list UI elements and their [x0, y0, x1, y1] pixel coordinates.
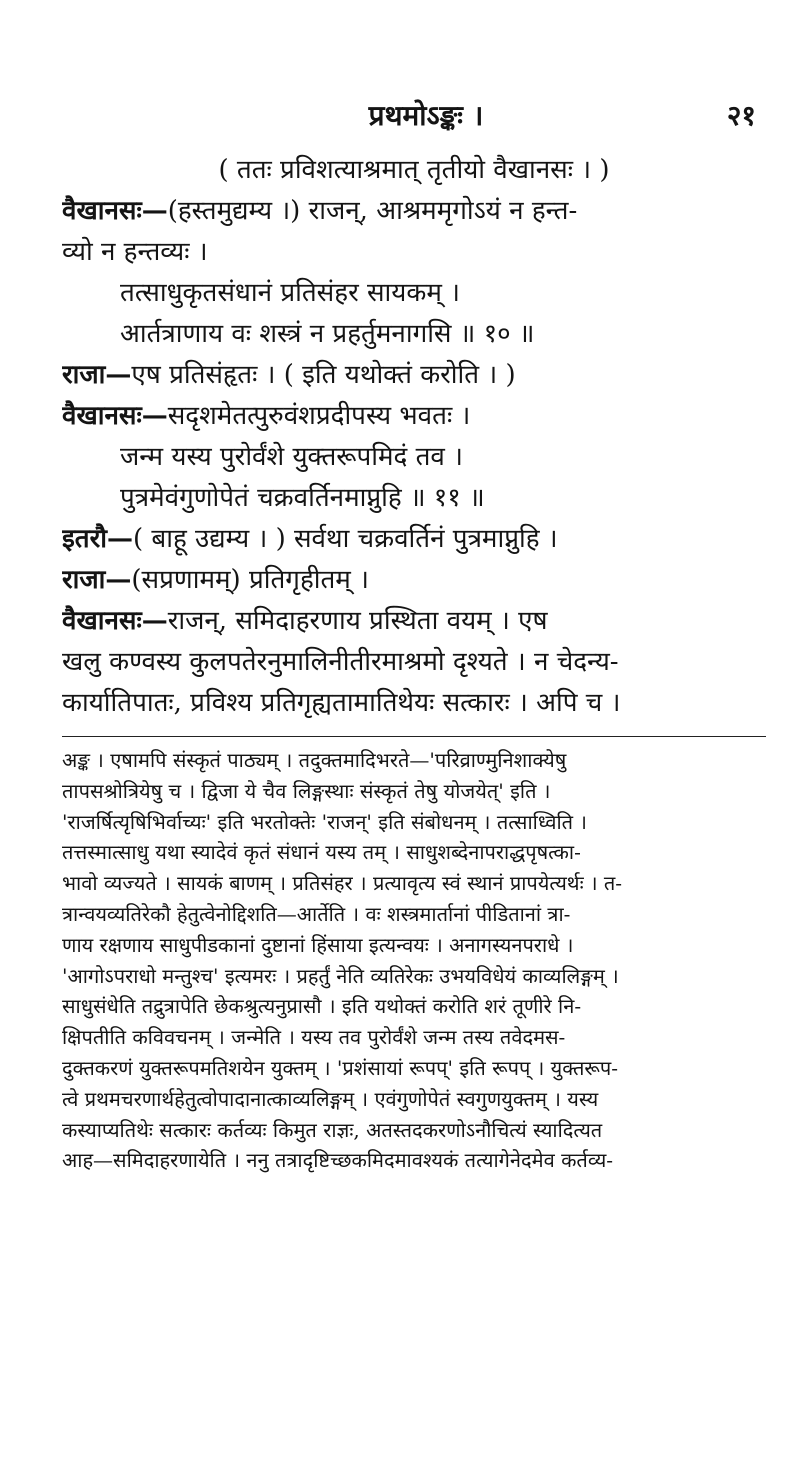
commentary-line: 'आगोऽपराधो मन्तुश्च' इत्यमरः । प्रहर्तुं नेति व्यतिरेकः उभयविधेयं काव्यलिङ्गम् । [62, 963, 619, 988]
line-text: आर्तत्राणाय वः शस्त्रं न प्रहर्तुमनागसि ॥ १० ॥ [120, 319, 535, 349]
commentary-line: साधुसंधेति तद्रुत्रापेति छेकश्रुत्यनुप्रासौ । इति यथोक्तं करोति शरं तूणीरे नि- [62, 994, 582, 1019]
commentary-line: अङ्क । एषामपि संस्कृतं पाठ्यम् । तदुक्तमादिभरते—'परिव्राण्मुनिशाक्येषु [62, 748, 567, 772]
speaker-name: राजा— [62, 360, 132, 390]
line-text: पुत्रमेवंगुणोपेतं चक्रवर्तिनमाप्नुहि ॥ ११ ॥ [120, 483, 485, 513]
text-line [62, 314, 766, 355]
page-body [62, 150, 766, 1176]
commentary-line: भावो व्यज्यते । सायकं बाणम् । प्रतिसंहर । प्रत्यावृत्य स्वं स्थानं प्रापयेत्यर्थः । त- [62, 871, 623, 896]
speaker-name: इतरौ— [62, 524, 133, 554]
line-text: जन्म यस्य पुरोर्वंशे युक्तरूपमिदं तव । [120, 442, 464, 472]
line-text: तत्साधुकृतसंधानं प्रतिसंहर सायकम् । [120, 278, 460, 308]
line-text: (हस्तमुद्यम्य ।) राजन्, आश्रममृगोऽयं न हन्त- [167, 196, 578, 226]
text-line [62, 601, 766, 642]
line-text: एष प्रतिसंहृतः । ( इति यथोक्तं करोति । ) [131, 360, 516, 390]
commentary-line: तापसश्रोत्रियेषु च । द्विजा ये चैव लिङ्गस्थाः संस्कृतं तेषु योजयेत्' इति । [62, 778, 551, 803]
line-text: ( ततः प्रविशत्याश्रमात् तृतीयो वैखानसः । ) [218, 155, 610, 185]
line-text: सदृशमेतत्पुरुवंशप्रदीपस्य भवतः । [167, 401, 471, 431]
line-text: कार्यातिपातः, प्रविश्य प्रतिगृह्यतामातिथेयः सत्कारः । अपि च । [62, 688, 621, 718]
commentary-line: णाय रक्षणाय साधुपीडकानां दुष्टानां हिंसाया इत्यन्वयः । अनागस्यनपराधे । [62, 932, 574, 957]
commentary-line: क्षिपतीति कविवचनम् । जन्मेति । यस्य तव पुरोर्वंशे जन्म तस्य तवेदमस- [62, 1025, 566, 1050]
line-text: ( बाहू उद्यम्य । ) सर्वथा चक्रवर्तिनं पुत्रमाप्नुहि । [132, 524, 558, 554]
text-line [62, 437, 766, 478]
page-header [96, 96, 756, 136]
commentary-divider [62, 736, 766, 737]
text-line [62, 355, 766, 396]
line-text: खलु कण्वस्य कुलपतेरनुमालिनीतीरमाश्रमो दृश्यते । न चेदन्य- [62, 647, 619, 677]
speaker-name: वैखानसः— [62, 196, 168, 226]
commentary-line: दुक्तकरणं युक्तरूपमतिशयेन युक्तम् । 'प्रशंसायां रूपप्' इति रूपप् । युक्तरूप- [62, 1055, 619, 1080]
commentary-line: त्वे प्रथमचरणार्थहेतुत्वोपादानात्काव्यलिङ्गम् । एवंगुणोपेतं स्वगुणयुक्तम् । यस्य [62, 1086, 599, 1111]
line-text: व्यो न हन्तव्यः । [62, 237, 208, 267]
text-line [62, 273, 766, 314]
commentary-line: त्रान्वयव्यतिरेकौ हेतुत्वेनोद्दिशति—आर्तेति । वः शस्त्रमार्तानां पीडितानां त्रा- [62, 901, 571, 926]
running-head: प्रथमोऽङ्कः । [368, 99, 484, 132]
text-line [62, 232, 766, 273]
speaker-name: वैखानसः— [62, 606, 168, 636]
text-line [62, 642, 766, 683]
text-line [62, 396, 766, 437]
text-line [62, 683, 766, 724]
drama-text [62, 150, 766, 724]
speaker-name: वैखानसः— [62, 401, 168, 431]
commentary-text [62, 745, 766, 1176]
commentary-line: 'राजर्षित्यृषिभिर्वाच्यः' इति भरतोक्तेः 'राजन्' इति संबोधनम् । तत्साध्विति । [62, 809, 587, 834]
text-line [62, 560, 766, 601]
commentary-line: तत्तस्मात्साधु यथा स्यादेवं कृतं संधानं यस्य तम् । साधुशब्देनापराद्धपृषत्का- [62, 840, 581, 865]
text-line [62, 519, 766, 560]
text-line [62, 150, 766, 191]
text-line [62, 478, 766, 519]
commentary-line: आह—समिदाहरणायेति । ननु तत्रादृष्टिच्छकमिदमावश्यकं तत्यागेनेदमेव कर्तव्य- [62, 1148, 614, 1173]
line-text: (सप्रणामम्) प्रतिगृहीतम् । [131, 565, 369, 595]
line-text: राजन्, समिदाहरणाय प्रस्थिता वयम् । एष [167, 606, 548, 636]
text-line [62, 191, 766, 232]
speaker-name: राजा— [62, 565, 132, 595]
page-number: २१ [726, 99, 756, 132]
commentary-line: कस्याप्यतिथेः सत्कारः कर्तव्यः किमुत राज्ञः, अतस्तदकरणोऽनौचित्यं स्यादित्यत [62, 1117, 603, 1142]
